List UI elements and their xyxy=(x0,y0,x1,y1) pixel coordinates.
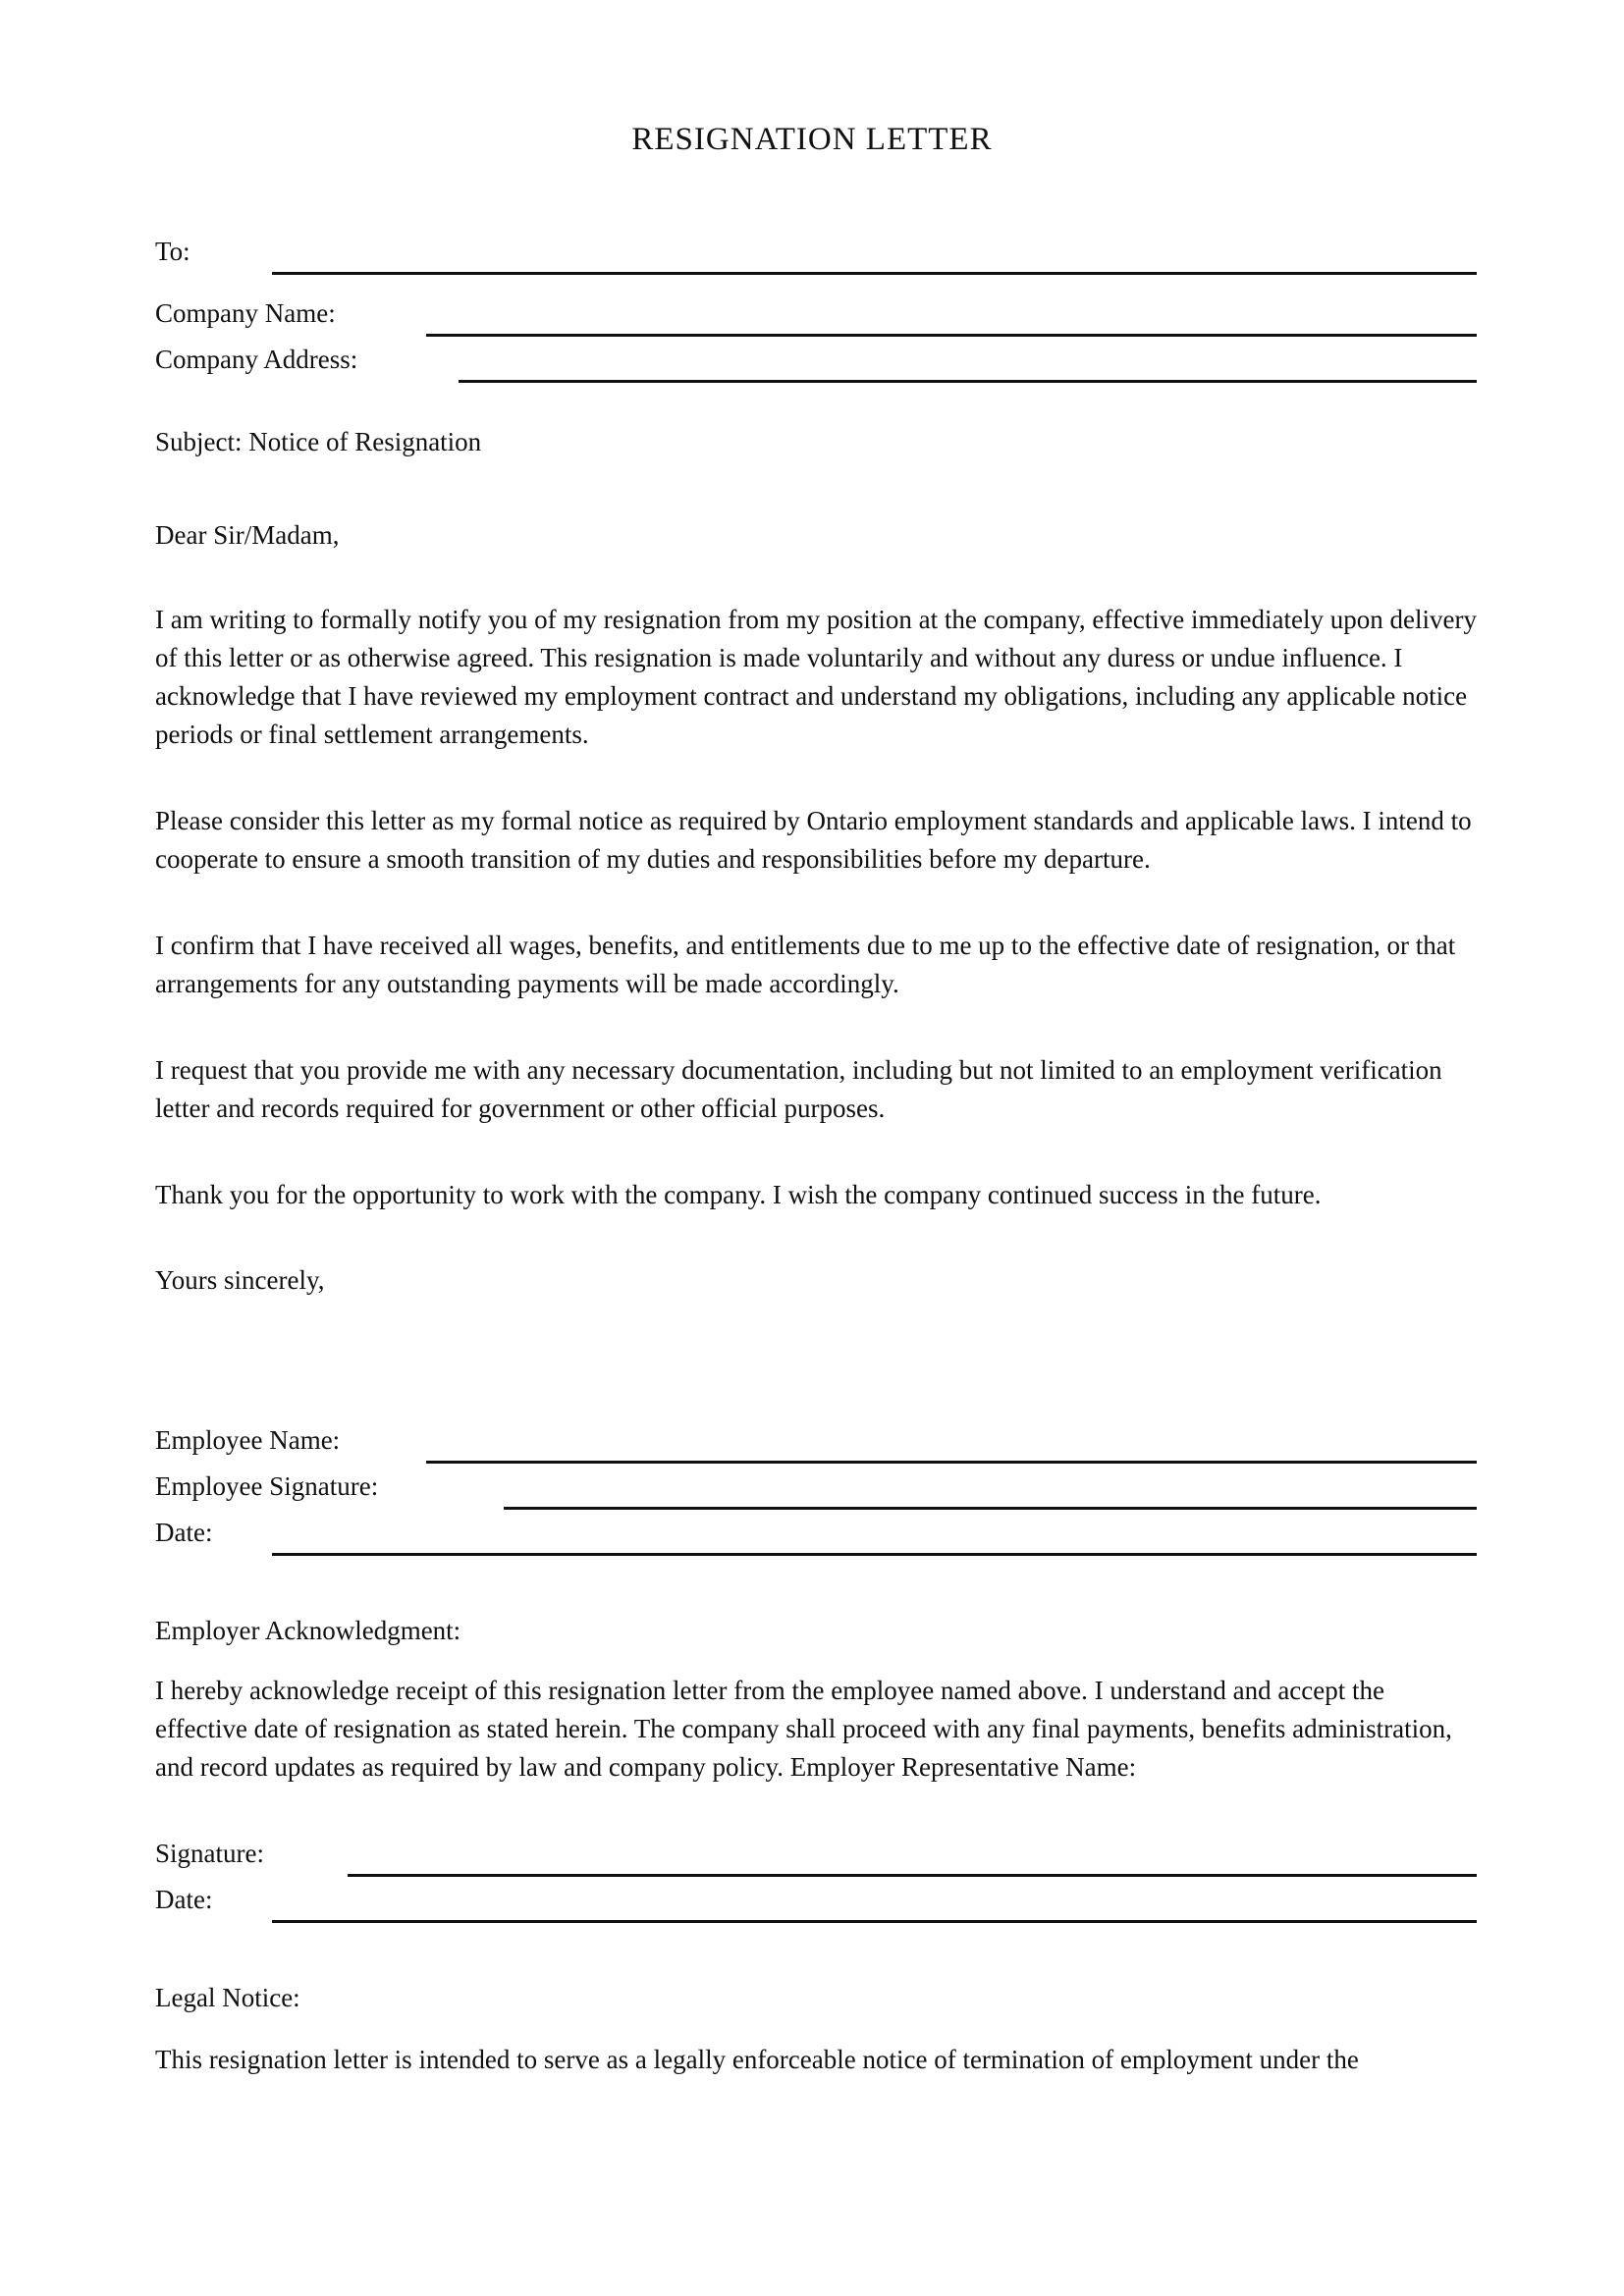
legal-heading: Legal Notice: xyxy=(155,1983,300,2012)
employee-date-label: Date: xyxy=(155,1518,213,1547)
employee-name-field xyxy=(155,1420,1477,1464)
employer-signature-label: Signature: xyxy=(155,1839,264,1868)
employee-name-input-line[interactable] xyxy=(426,1461,1477,1464)
subject-line: Subject: Notice of Resignation xyxy=(155,427,482,456)
closing: Yours sincerely, xyxy=(155,1265,325,1295)
body-paragraph: Please consider this letter as my formal notice as required by Ontario employment standards and applicable laws. I intend to cooperate to ensure a smooth transition of my duties and responsibilities before my departure. xyxy=(155,806,1472,874)
body-paragraph: I confirm that I have received all wages, benefits, and entitlements due to me up to the effective date of resignation, or that arrangements for any outstanding payments will be made accordingly. xyxy=(155,931,1456,998)
body-paragraph: Thank you for the opportunity to work with the company. I wish the company continued success in the future. xyxy=(155,1180,1322,1209)
company-name-input-line[interactable] xyxy=(426,334,1477,337)
company-address-label: Company Address: xyxy=(155,345,358,374)
body-paragraph: I request that you provide me with any necessary documentation, including but not limited to an employment verification letter and records required for government or other official purposes. xyxy=(155,1055,1442,1123)
employee-signature-input-line[interactable] xyxy=(504,1507,1477,1510)
employer-date-input-line[interactable] xyxy=(272,1920,1477,1923)
body-paragraph: I am writing to formally notify you of my resignation from my position at the company, effective immediately upon delivery of this letter or as otherwise agreed. This resignation is made voluntarily and without any duress or undue influence. I acknowledge that I have reviewed my employment contract and understand my obligations, including any applicable notice periods or final settlement arrangements. xyxy=(155,605,1477,749)
company-name-label: Company Name: xyxy=(155,298,336,328)
employer-signature-input-line[interactable] xyxy=(348,1874,1477,1877)
employee-name-label: Employee Name: xyxy=(155,1425,341,1455)
company-address-field xyxy=(155,340,1477,383)
employee-date-field xyxy=(155,1513,1477,1556)
employer-signature-field xyxy=(155,1834,1477,1877)
employer-paragraph: I hereby acknowledge receipt of this resignation letter from the employee named above. I understand and accept the effective date of resignation as stated herein. The company shall proceed with any final payments, benefits administration, and record updates as required by law and company policy. Employer Representative Name: xyxy=(155,1676,1452,1782)
salutation: Dear Sir/Madam, xyxy=(155,520,340,550)
employee-date-input-line[interactable] xyxy=(272,1553,1477,1556)
employee-signature-label: Employee Signature: xyxy=(155,1471,379,1501)
company-address-input-line[interactable] xyxy=(459,380,1477,383)
legal-text: This resignation letter is intended to serve as a legally enforceable notice of termination of employment under the xyxy=(155,2045,1359,2074)
to-label: To: xyxy=(155,237,190,266)
employer-date-field xyxy=(155,1880,1477,1923)
employer-heading: Employer Acknowledgment: xyxy=(155,1616,461,1645)
document-title: RESIGNATION LETTER xyxy=(631,122,993,157)
employer-date-label: Date: xyxy=(155,1885,213,1914)
company-name-field xyxy=(155,294,1477,337)
to-input-line[interactable] xyxy=(272,272,1477,275)
employee-signature-field xyxy=(155,1467,1477,1510)
to-field xyxy=(155,232,1477,275)
